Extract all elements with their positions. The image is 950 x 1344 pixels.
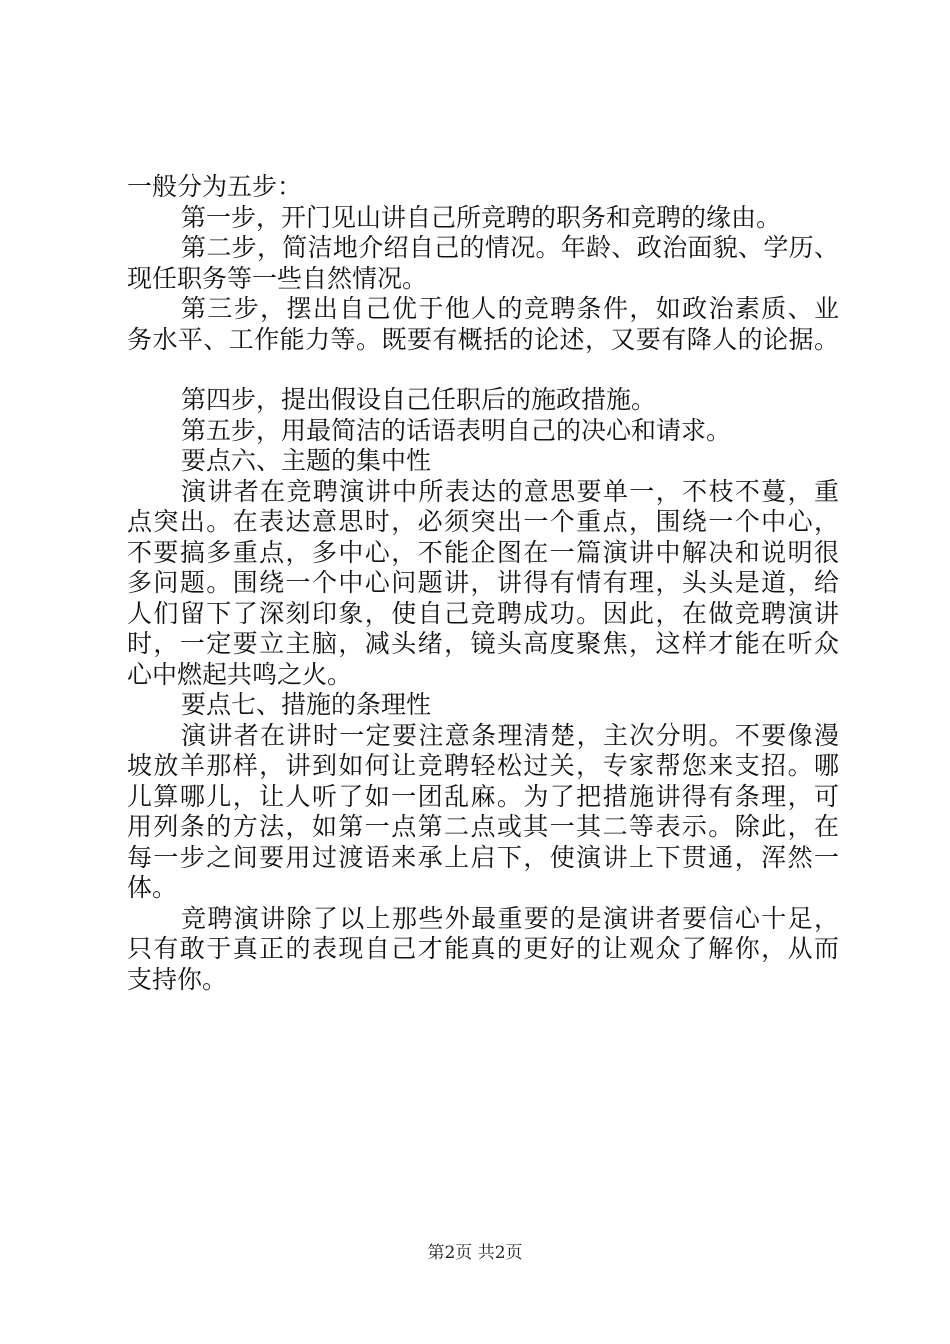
text-line: 第四步，提出假设自己任职后的施政措施。 — [181, 385, 657, 414]
text-line: 用列条的方法，如第一点第二点或其一其二等表示。除此，在 — [127, 812, 839, 841]
text-line: 第一步，开门见山讲自己所竞聘的职务和竞聘的缘由。 — [181, 202, 782, 232]
text-line: 坡放羊那样，讲到如何让竞聘轻松过关，专家帮您来支招。哪 — [127, 751, 839, 780]
section-heading: 要点六、主题的集中性 — [181, 446, 432, 475]
text-line: 点突出。在表达意思时，必须突出一个重点，围绕一个中心， — [127, 507, 839, 536]
text-line: 演讲者在竞聘演讲中所表达的意思要单一，不枝不蔓，重 — [181, 476, 839, 506]
text-line: 多问题。围绕一个中心问题讲，讲得有情有理，头头是道，给 — [127, 568, 839, 597]
text-line: 每一步之间要用过渡语来承上启下，使演讲上下贯通，浑然一 — [127, 842, 839, 872]
paragraph-gap — [127, 355, 839, 385]
text-line: 现任职务等一些自然情况。 — [127, 263, 428, 293]
text-line: 演讲者在讲时一定要注意条理清楚，主次分明。不要像漫 — [181, 720, 839, 750]
text-line: 只有敢于真正的表现自己才能真的更好的让观众了解你，从而 — [127, 934, 839, 963]
section-heading: 要点七、措施的条理性 — [181, 690, 432, 719]
text-line: 务水平、工作能力等。既要有概括的论述，又要有降人的论据。 — [127, 324, 839, 354]
text-line: 第二步，简洁地介绍自己的情况。年龄、政治面貌、学历、 — [181, 233, 839, 262]
document-body — [127, 172, 839, 995]
text-line: 支持你。 — [127, 964, 228, 994]
text-line: 心中燃起共鸣之火。 — [127, 659, 353, 689]
text-line: 一般分为五步： — [127, 172, 303, 201]
text-line: 体。 — [127, 873, 178, 902]
text-line: 竞聘演讲除了以上那些外最重要的是演讲者要信心十足， — [181, 903, 839, 933]
text-line: 第五步，用最简洁的话语表明自己的决心和请求。 — [181, 415, 732, 445]
page-footer: 第2页 共2页 — [427, 1243, 523, 1263]
text-line: 第三步，摆出自己优于他人的竞聘条件，如政治素质、业 — [181, 294, 839, 323]
text-line: 不要搞多重点，多中心，不能企图在一篇演讲中解决和说明很 — [127, 537, 839, 567]
text-line: 人们留下了深刻印象，使自己竞聘成功。因此，在做竞聘演讲 — [127, 598, 839, 628]
text-line: 儿算哪儿，让人听了如一团乱麻。为了把措施讲得有条理，可 — [127, 781, 839, 811]
text-line: 时，一定要立主脑，减头绪，镜头高度聚焦，这样才能在听众 — [127, 629, 839, 658]
